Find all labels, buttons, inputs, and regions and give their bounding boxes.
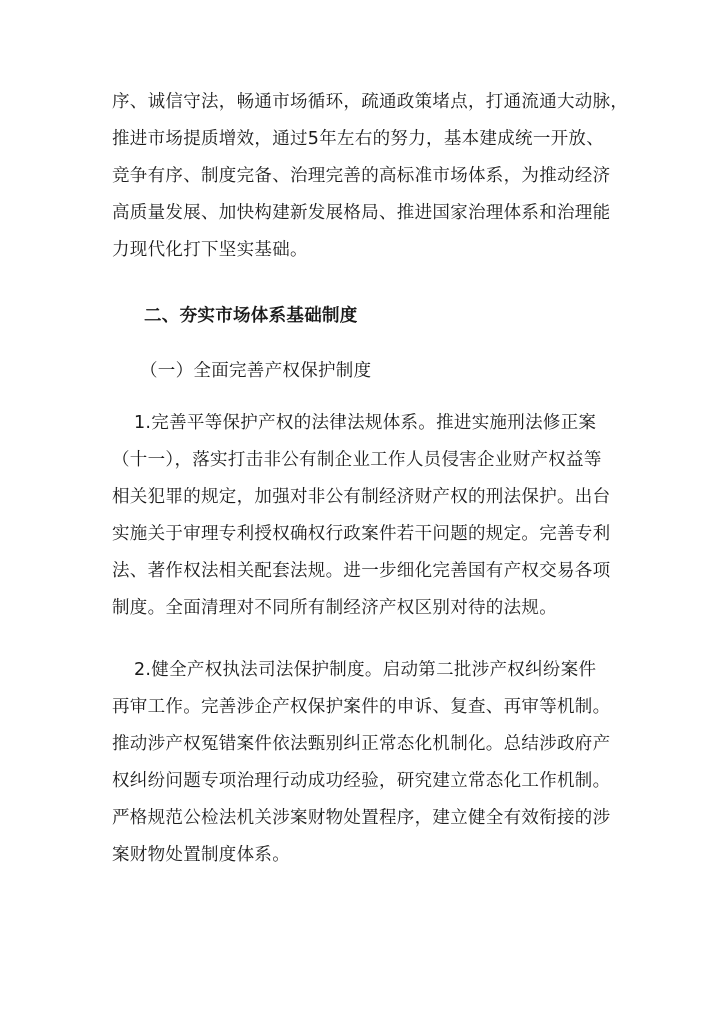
subsection-heading: （一）全面完善产权保护制度	[140, 361, 372, 381]
intro-paragraph	[112, 84, 629, 269]
paragraph-line: 相关犯罪的规定，加强对非公有制经济财产权的刑法保护。出台	[112, 487, 611, 507]
paragraph-line: 再审工作。完善涉企产权保护案件的申诉、复查、再审等机制。	[112, 697, 611, 717]
paragraph-line: 2.健全产权执法司法保护制度。启动第二批涉产权纠纷案件	[134, 660, 597, 680]
item-1-paragraph	[112, 405, 614, 627]
paragraph-line: 序、诚信守法，畅通市场循环，疏通政策堵点，打通流通大动脉，	[112, 92, 629, 112]
paragraph-line: 高质量发展、加快构建新发展格局、推进国家治理体系和治理能	[112, 203, 611, 223]
paragraph-line: 竞争有序、制度完备、治理完善的高标准市场体系，为推动经济	[112, 166, 611, 186]
item-2-paragraph	[112, 652, 614, 874]
paragraph-line: 权纠纷问题专项治理行动成功经验，研究建立常态化工作机制。	[112, 771, 611, 791]
paragraph-line: 案财物处置制度体系。	[112, 845, 290, 865]
paragraph-line: 推进市场提质增效，通过5年左右的努力，基本建成统一开放、	[112, 129, 605, 149]
paragraph-line: 推动涉产权冤错案件依法甄别纠正常态化机制化。总结涉政府产	[112, 734, 611, 754]
paragraph-line: 实施关于审理专利授权确权行政案件若干问题的规定。完善专利	[112, 524, 611, 544]
paragraph-line: （十一），落实打击非公有制企业工作人员侵害企业财产权益等	[112, 450, 602, 470]
paragraph-line: 力现代化打下坚实基础。	[112, 240, 308, 260]
paragraph-line: 1.完善平等保护产权的法律法规体系。推进实施刑法修正案	[134, 413, 597, 433]
section-heading: 二、夯实市场体系基础制度	[144, 306, 358, 326]
paragraph-line: 法、著作权法相关配套法规。进一步细化完善国有产权交易各项	[112, 561, 611, 581]
paragraph-line: 制度。全面清理对不同所有制经济产权区别对待的法规。	[112, 598, 557, 618]
paragraph-line: 严格规范公检法机关涉案财物处置程序，建立健全有效衔接的涉	[112, 808, 611, 828]
